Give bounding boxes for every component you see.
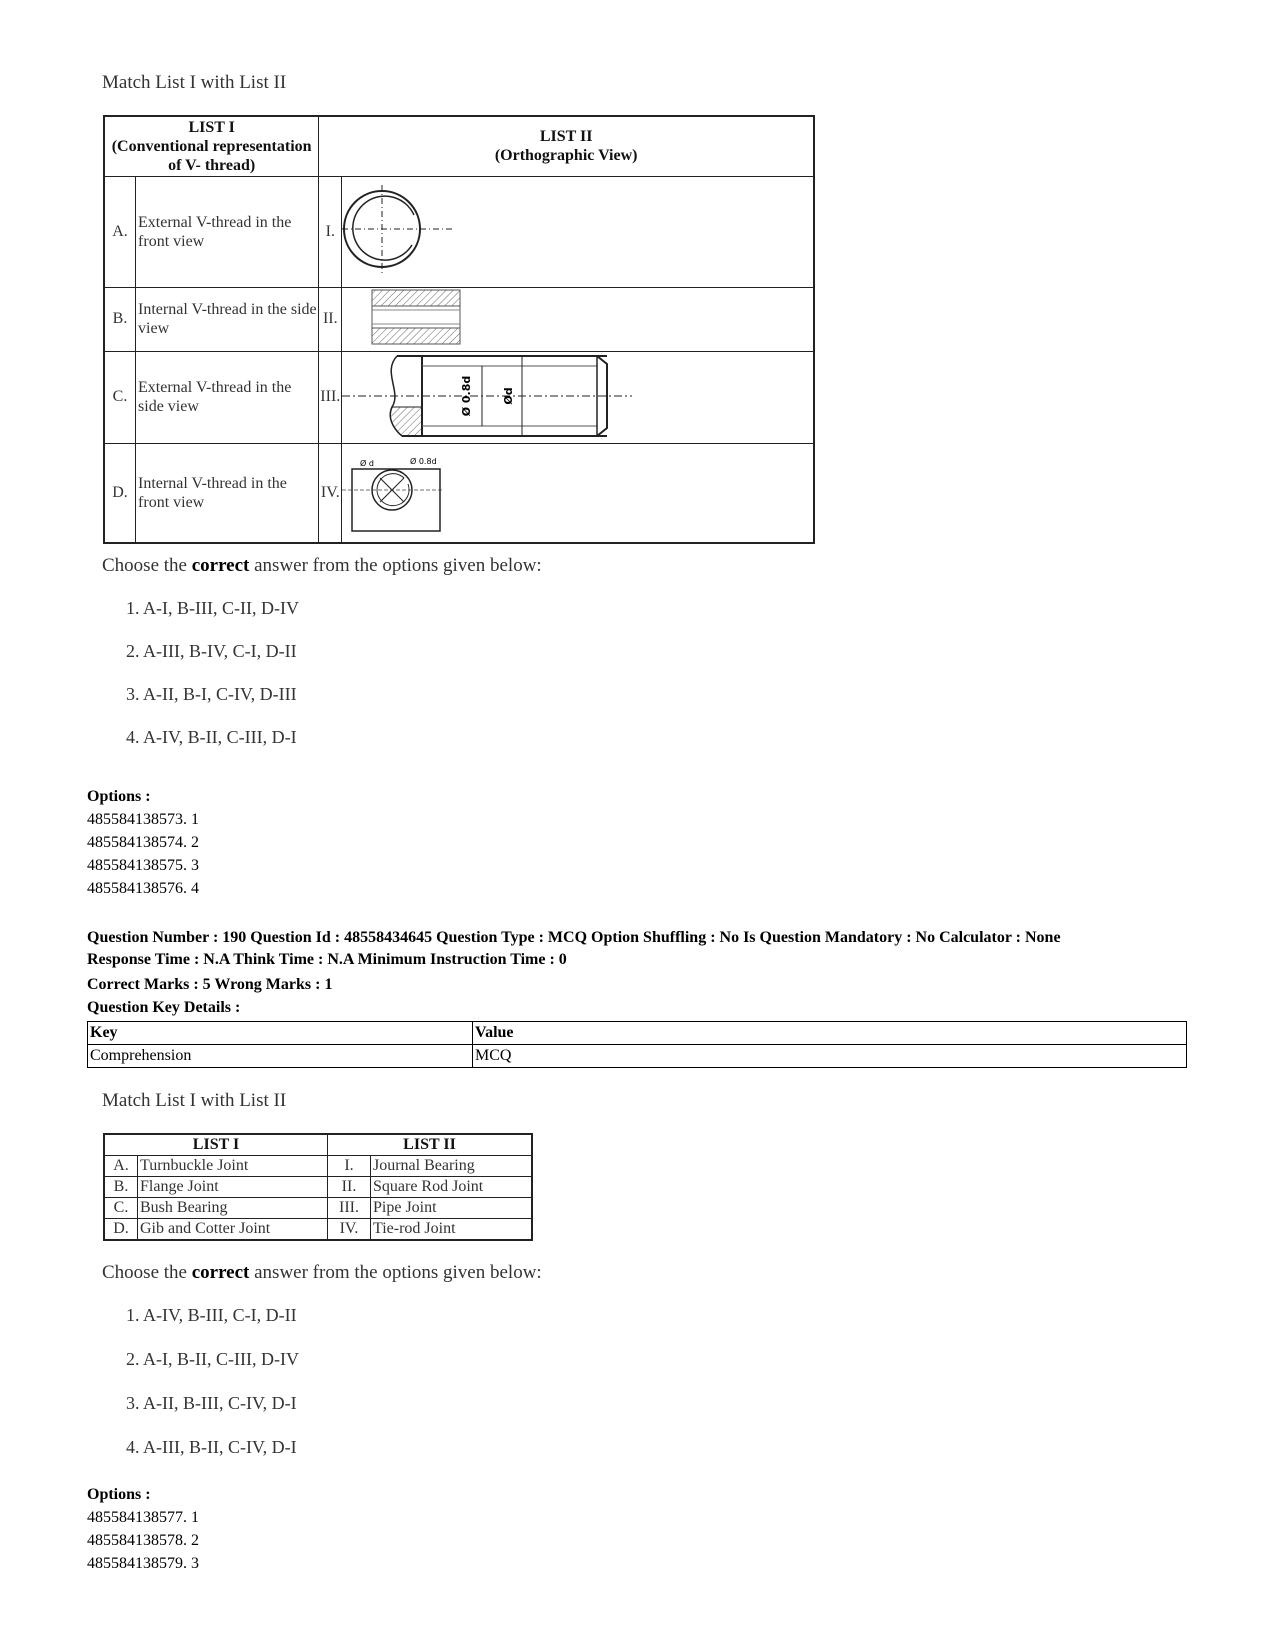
q1-option-3: 485584138575. 3: [87, 857, 199, 874]
q2-key-details-label: Question Key Details :: [87, 999, 241, 1016]
table-row: B. Internal V-thread in the side view II.: [104, 287, 814, 351]
drawing-internal-front-view: [342, 443, 814, 543]
q1-options-label: Options :: [87, 788, 151, 805]
table-row: C. External V-thread in the side view III. Ø 0.8d Ød: [104, 351, 814, 443]
q2-option-3: 485584138579. 3: [87, 1555, 199, 1572]
q1-option-1: 485584138573. 1: [87, 811, 199, 828]
table-row: A. Turnbuckle Joint I. Journal Bearing: [104, 1156, 532, 1177]
q1-answer-3: 3. A-II, B-I, C-IV, D-III: [126, 684, 297, 704]
table-row: A. External V-thread in the front view I.: [104, 176, 814, 287]
svg-text:Ø 0.8d: Ø 0.8d: [460, 375, 474, 416]
q2-answer-1: 1. A-IV, B-III, C-I, D-II: [126, 1305, 297, 1325]
drawing-internal-side-view: [342, 287, 814, 351]
list2-header: LIST II (Orthographic View): [319, 116, 814, 176]
table-row: D. Gib and Cotter Joint IV. Tie-rod Joint: [104, 1219, 532, 1241]
table-row: B. Flange Joint II. Square Rod Joint: [104, 1177, 532, 1198]
q1-answer-4: 4. A-IV, B-II, C-III, D-I: [126, 727, 297, 747]
svg-text:Ø d: Ø d: [360, 458, 375, 468]
table-row: D. Internal V-thread in the front view IV. Ø d Ø 0.8d: [104, 443, 814, 543]
q1-intro: Match List I with List II: [102, 72, 287, 93]
q2-intro: Match List I with List II: [102, 1090, 287, 1111]
svg-text:Ø 0.8d: Ø 0.8d: [410, 456, 437, 466]
q2-answer-4: 4. A-III, B-II, C-IV, D-I: [126, 1437, 297, 1457]
q1-option-2: 485584138574. 2: [87, 834, 199, 851]
q1-answer-2: 2. A-III, B-IV, C-I, D-II: [126, 641, 297, 661]
q2-option-1: 485584138577. 1: [87, 1509, 199, 1526]
q2-answer-2: 2. A-I, B-II, C-III, D-IV: [126, 1349, 299, 1369]
q2-match-table: LIST I LIST II A. Turnbuckle Joint I. Journal Bearing B. Flange Joint II. Square Rod Joint C. Bush Bearing III. Pipe Joint D. Gib and Cotter Joint IV. Tie-rod Joint: [103, 1133, 533, 1241]
q2-marks: Correct Marks : 5 Wrong Marks : 1: [87, 976, 333, 993]
q2-choose-instruction: Choose the correct answer from the options given below:: [102, 1262, 542, 1283]
table-row: C. Bush Bearing III. Pipe Joint: [104, 1198, 532, 1219]
q2-option-2: 485584138578. 2: [87, 1532, 199, 1549]
q1-match-table: [103, 115, 815, 544]
q2-key-table: Key Value Comprehension MCQ: [87, 1021, 1187, 1068]
drawing-external-front-view: [342, 176, 814, 287]
q1-choose-instruction: Choose the correct answer from the options given below:: [102, 555, 542, 576]
drawing-external-side-view: [342, 351, 814, 443]
q2-options-label: Options :: [87, 1486, 151, 1503]
svg-text:Ød: Ød: [502, 386, 516, 405]
q1-option-4: 485584138576. 4: [87, 880, 199, 897]
q1-answer-1: 1. A-I, B-III, C-II, D-IV: [126, 598, 299, 618]
q2-answer-3: 3. A-II, B-III, C-IV, D-I: [126, 1393, 297, 1413]
q2-meta: Question Number : 190 Question Id : 48558434645 Question Type : MCQ Option Shuffling : No Is Question Mandatory : No Calculator : None Response Time : N.A Think Time : N.A Minimum Instruction Time : 0: [87, 929, 1061, 968]
list1-header: LIST I (Conventional representation of V- thread): [104, 116, 319, 176]
